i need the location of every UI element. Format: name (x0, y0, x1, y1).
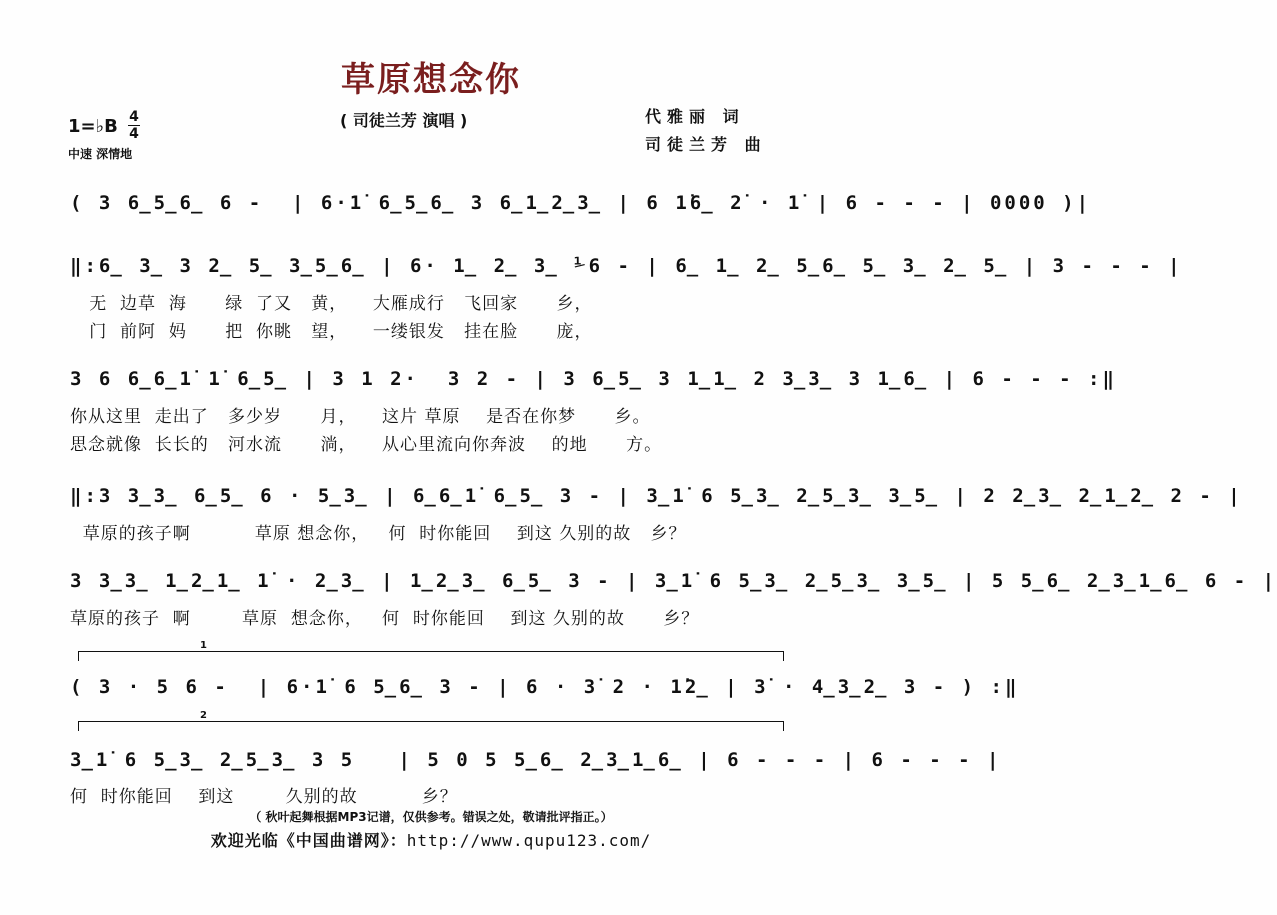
singer-credit: ( 司徒兰芳 演唱 ) (340, 111, 468, 130)
notation-line-3: 3 6 6̲6̲1̇ 1̇ 6̲5̲ | 3 1 2· 3 2 - | 3 6̲5̲ 3 1̲1̲ 2 3̲3̲ 3 1̲6̲ | 6 - - - :‖ (70, 368, 1117, 390)
notation-line-4: ‖:3 3̲3̲ 6̲5̲ 6 · 5̲3̲ | 6̲6̲1̇ 6̲5̲ 3 - | 3̲1̇ 6 5̲3̲ 2̲5̲3̲ 3̲5̲ | 2 2̲3̲ 2̲1̲2̲ 2 - | (70, 485, 1243, 507)
lyric-line-2-verse-1: 无 边草 海 绿 了又 黄， 大雁成行 飞回家 乡， (70, 294, 593, 314)
volta-2-end-tick (783, 721, 784, 731)
transcriber-note: （ 秋叶起舞根据MP3记谱，仅供参考。错误之处，敬请批评指正。） (249, 810, 613, 824)
volta-1-number: 1 (200, 640, 207, 651)
composer-credit: 司徒兰芳 曲 (645, 135, 767, 154)
lyric-line-2-verse-2: 门 前阿 妈 把 你眺 望， 一缕银发 挂在脸 庞， (70, 322, 593, 342)
song-title: 草原想念你 (341, 60, 521, 100)
time-signature-top: 4 (129, 109, 139, 125)
site-url-link[interactable]: http://www.qupu123.com/ (406, 831, 652, 850)
lyricist-credit: 代雅丽 词 (645, 107, 745, 126)
volta-2-start-tick (78, 721, 79, 731)
lyric-line-7: 何 时你能回 到这 久别的故 乡？ (70, 787, 458, 807)
tempo-marking: 中速 深情地 (68, 147, 133, 161)
notation-line-7: 3̲1̇ 6 5̲3̲ 2̲5̲3̲ 3 5 | 5 0 5 5̲6̲ 2̲3̲1̲6̲ | 6 - - - | 6 - - - | (70, 749, 1002, 771)
lyric-line-3-verse-1: 你从这里 走出了 多少岁 月， 这片 草原 是否在你梦 乡。 (70, 407, 651, 427)
notation-line-2: ‖:6̲ 3̲ 3 2̲ 5̲ 3̲5̲6̲ | 6· 1̲ 2̲ 3̲ ⅟6 - | 6̲ 1̲ 2̲ 5̲6̲ 5̲ 3̲ 2̲ 5̲ | 3 - - - | (70, 255, 1183, 277)
lyric-line-4: 草原的孩子啊 草原 想念你， 何 时你能回 到这 久别的故 乡？ (70, 524, 687, 544)
key-signature: 1=♭B (68, 116, 118, 137)
site-credit (0, 828, 862, 851)
lyric-line-3-verse-2: 思念就像 长长的 河水流 淌， 从心里流向你奔波 的地 方。 (70, 435, 663, 455)
lyric-line-5: 草原的孩子 啊 草原 想念你， 何 时你能回 到这 久别的故 乡？ (70, 609, 700, 629)
site-credit-text: 欢迎光临《中国曲谱网》： (210, 831, 407, 850)
volta-2-number: 2 (200, 710, 207, 721)
volta-1-bracket (78, 651, 784, 652)
notation-line-1: ( 3 6̲5̲6̲ 6 - | 6·1̇ 6̲5̲6̲ 3 6̲1̲2̲3̲ | 6 1̇6̲ 2̇ · 1̇ | 6 - - - | 0000 )| (70, 192, 1092, 214)
volta-2-bracket (78, 721, 784, 722)
time-signature (128, 110, 140, 141)
volta-1-start-tick (78, 651, 79, 661)
volta-1-end-tick (783, 651, 784, 661)
notation-line-5: 3 3̲3̲ 1̲2̲1̲ 1̇ · 2̲3̲ | 1̲2̲3̲ 6̲5̲ 3 - | 3̲1̇ 6 5̲3̲ 2̲5̲3̲ 3̲5̲ | 5 5̲6̲ 2̲3̲1̲6̲ 6 - | (70, 570, 1277, 592)
notation-line-6: ( 3 · 5 6 - | 6·1̇ 6 5̲6̲ 3 - | 6 · 3̇ 2 · 1̇2̲ | 3̇ · 4̲3̲2̲ 3 - ) :‖ (70, 676, 1020, 698)
time-signature-bottom: 4 (129, 126, 139, 142)
